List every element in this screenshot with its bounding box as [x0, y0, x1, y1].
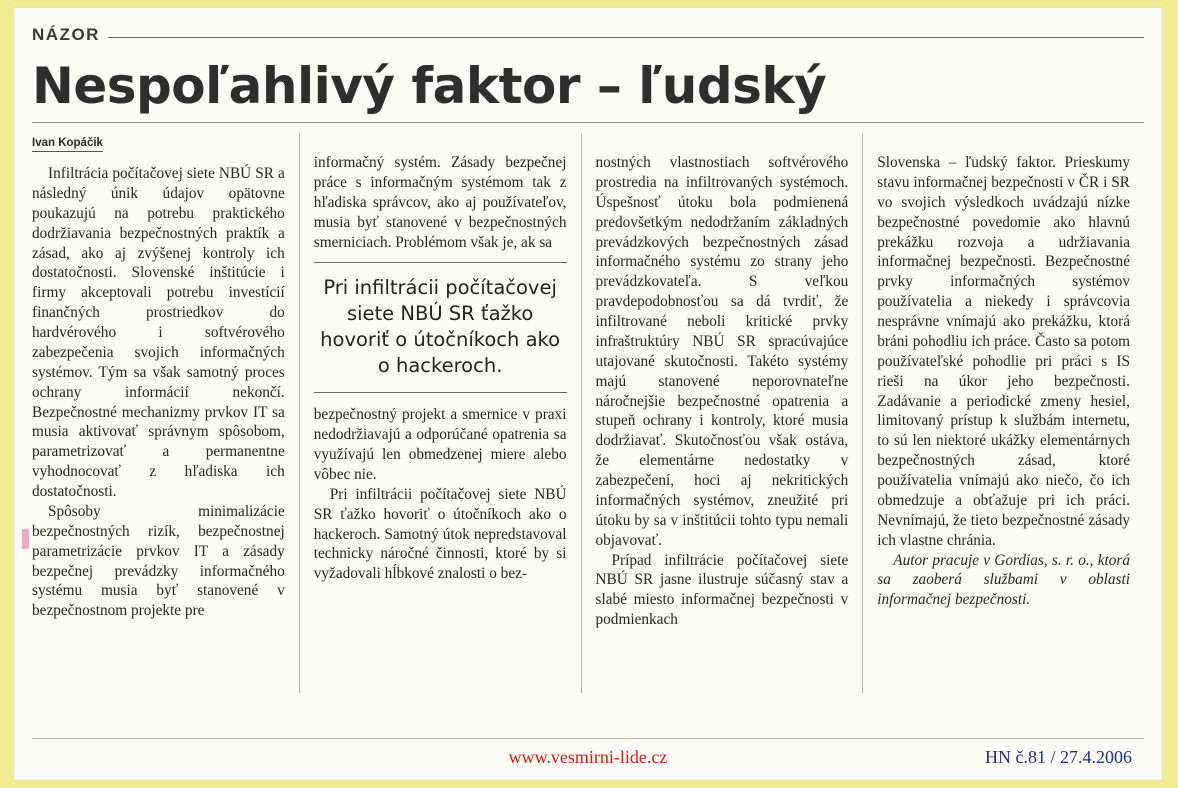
- paragraph: Slovenska – ľudský faktor. Prieskumy stavu informačnej bezpečnosti v ČR i SR vo svojich výsledkoch uvádzajú nízke bezpečnostné povedomie ako hlavnú prekážku rozvoja a udržiavania informačnej bezpečnosti. Bezpečnostné prvky informačných systémov používatelia a niekedy i správcovia nesprávne vnímajú ako prekážku, ktorá bráni pohodliu ich práce. Často sa potom používateľské pohodlie pri práci s IS rieši na úkor jeho bezpečnosti. Zadávanie a periodické zmeny hesiel, limitovaný prístup k službám internetu, to sú len niektoré ukážky elementárnych bezpečnostných zásad, ktoré používatelia vnímajú ako niečo, čo ich obmedzuje a obťažuje pri ich práci. Nevnímajú, že tieto bezpečnostné zásady ich vlastne chránia.: [877, 154, 1130, 549]
- article-column-2: [299, 133, 581, 693]
- footer-divider: [32, 738, 1144, 739]
- article-column-4: [862, 133, 1144, 693]
- section-kicker: NÁZOR: [32, 25, 100, 44]
- byline: Ivan Kopáčik: [32, 137, 103, 152]
- paragraph: Spôsoby minimalizácie bezpečnostných rizík, bezpečnostnej parametrizácie prvkov IT a zásady bezpečnej prevádzky informačného systému musia byť stanovené v bezpečnostnom projekte pre: [32, 502, 285, 620]
- page-title: Nespoľahlivý faktor – ľudský: [32, 57, 827, 115]
- paragraph: informačný systém. Zásady bezpečnej práce s informačným systémom tak z hľadiska správcov, ako aj používateľov, musia byť stanovené v bezpečnostných smerniciach. Problémom však je, ak sa: [313, 154, 567, 251]
- margin-highlight-mark: [22, 529, 29, 549]
- source-website-link[interactable]: www.vesmirni-lide.cz: [508, 746, 668, 767]
- paragraph: Infiltrácia počítačovej siete NBÚ SR a následný únik údajov opätovne poukazujú na potrebu praktického dodržiavania bezpečnostných praktík a zásad, ako aj zvýšenej kontroly ich dostatočnosti. Slovenské inštitúcie i firmy akceptovali potrebu investícií finančných prostriedkov do hardvérového i softvérového zabezpečenia svojich informačných systémov. Tým sa však samotný proces ochrany informácií nekončí. Bezpečnostné mechanizmy prvkov IT sa musia aktivovať správnym spôsobom, parametrizovať a permanentne vyhodnocovať z hľadiska ich dostatočnosti.: [32, 165, 285, 500]
- author-note: Autor pracuje v Gordias, s. r. o., ktorá sa zaoberá službami v oblasti informačnej bezpečnosti.: [877, 551, 1130, 609]
- paragraph: Pri infiltrácii počítačovej siete NBÚ SR ťažko hovoriť o útočníkoch ako o hackeroch. Samotný útok nepredstavoval technicky náročné činnosti, ktoré by si vyžadovali hĺbkové znalosti o bez-: [313, 485, 567, 583]
- article-column-1: [32, 133, 299, 693]
- kicker-rule: [108, 37, 1144, 38]
- pull-quote: Pri infiltrácii počítačovej siete NBÚ SR ťažko hovoriť o útočníkoch ako o hackeroch.: [314, 262, 567, 393]
- article-columns: [32, 133, 1144, 693]
- kicker-row: [32, 22, 1144, 48]
- column-spacer: [596, 133, 849, 153]
- paragraph: nostných vlastnostiach softvérového prostredia na infiltrovaných systémoch. Úspešnosť útoku bola podmienená predovšetkým nedodržaním základných prevádzkových bezpečnostných zásad informačného systému zo strany jeho prevádzkovateľa. S veľkou pravdepodobnosťou sa dá tvrdiť, že infiltrované neboli kritické prvky infraštruktúry NBÚ SR spracúvajúce utajované skutočnosti. Takéto systémy majú stanovené neporovnateľne náročnejšie bezpečnostné opatrenia a stupeň ochrany i kontroly, ktoré musia dodržiavať. Skutočnosťou však ostáva, že elementárne nedostatky v zabezpečení, hoci aj nekritických informačných systémov, zneužité pri útoku by sa v inštitúcii tohto typu nemali objavovať.: [595, 154, 849, 549]
- newspaper-page: [14, 8, 1162, 780]
- column-spacer: [877, 133, 1130, 153]
- page-footer: [32, 742, 1144, 772]
- issue-reference: HN č.81 / 27.4.2006: [985, 746, 1132, 767]
- column-spacer: [314, 133, 567, 153]
- paragraph: Prípad infiltrácie počítačovej siete NBÚ SR jasne ilustruje súčasný stav a slabé miesto informačnej bezpečnosti v podmienkach: [595, 551, 849, 629]
- paragraph: bezpečnostný projekt a smernice v praxi nedodržiavajú a odporúčané opatrenia sa využívajú len obmedzenej miere alebo vôbec nie.: [313, 406, 567, 483]
- article-column-3: [581, 133, 863, 693]
- article-body: [32, 22, 1144, 770]
- headline-divider: [32, 122, 1144, 123]
